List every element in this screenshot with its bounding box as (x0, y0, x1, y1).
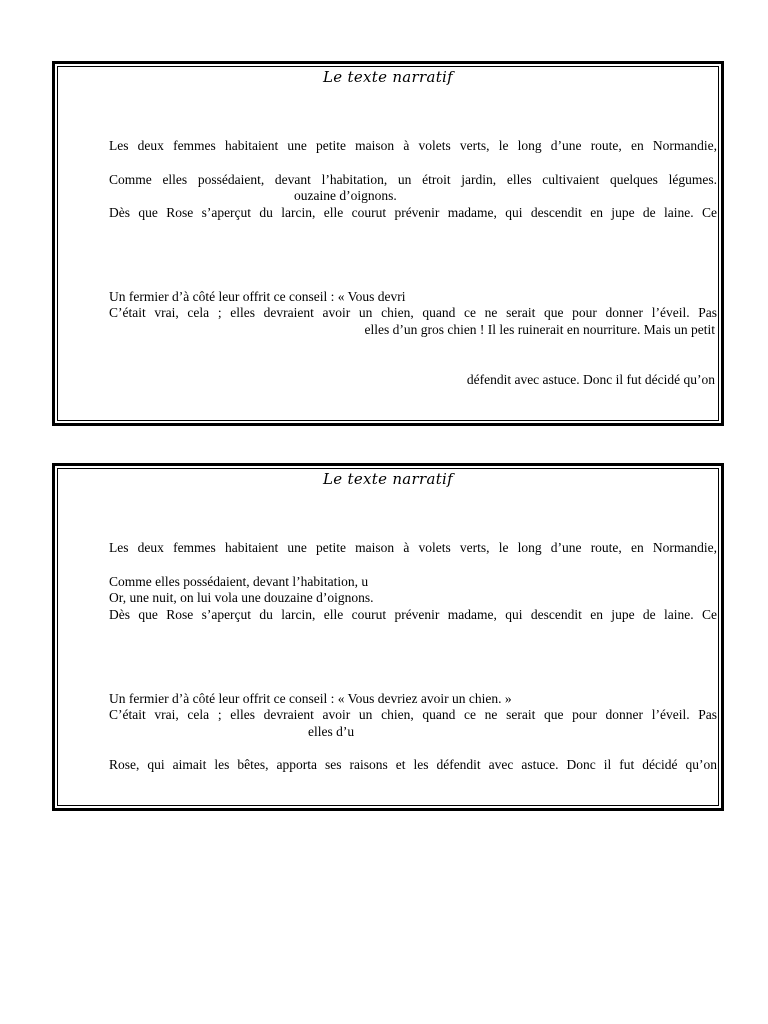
text-line: Comme elles possédaient, devant l’habitation, un étroit jardin, elles cultivaient quelques légumes. (109, 172, 717, 187)
text-line: elles d’un gros chien ! Il les ruinerait en nourriture. Mais un petit (364, 322, 715, 337)
text-line: Dès que Rose s’aperçut du larcin, elle courut prévenir madame, qui descendit en jupe de laine. Ce (109, 205, 717, 220)
narrative-card-2 (52, 463, 724, 811)
narrative-card-1 (52, 61, 724, 426)
card-title: Le texte narratif (322, 68, 453, 86)
text-line: ouzaine d’oignons. (294, 188, 397, 203)
text-line: Rose, qui aimait les bêtes, apporta ses raisons et les défendit avec astuce. Donc il fut décidé qu’on (109, 757, 717, 772)
card-inner-border (57, 468, 719, 806)
text-line: défendit avec astuce. Donc il fut décidé qu’on (466, 372, 715, 387)
text-line: Or, une nuit, on lui vola une douzaine d’oignons. (109, 590, 374, 605)
card-inner-border (57, 66, 719, 421)
text-line: Les deux femmes habitaient une petite maison à volets verts, le long d’une route, en Normandie, (109, 540, 717, 555)
card-title: Le texte narratif (322, 470, 453, 488)
text-line: Les deux femmes habitaient une petite maison à volets verts, le long d’une route, en Normandie, (109, 138, 717, 153)
text-line: elles d’u (308, 724, 355, 739)
text-line: C’était vrai, cela ; elles devraient avoir un chien, quand ce ne serait que pour donner l’éveil. Pas (109, 707, 717, 722)
text-line: C’était vrai, cela ; elles devraient avoir un chien, quand ce ne serait que pour donner l’éveil. Pas (109, 305, 717, 320)
text-line: Un fermier d’à côté leur offrit ce conseil : « Vous devri (109, 289, 406, 304)
text-line: Comme elles possédaient, devant l’habitation, u (109, 574, 369, 589)
text-line: Un fermier d’à côté leur offrit ce conseil : « Vous devriez avoir un chien. » (109, 691, 512, 706)
text-line: Dès que Rose s’aperçut du larcin, elle courut prévenir madame, qui descendit en jupe de laine. Ce (109, 607, 717, 622)
